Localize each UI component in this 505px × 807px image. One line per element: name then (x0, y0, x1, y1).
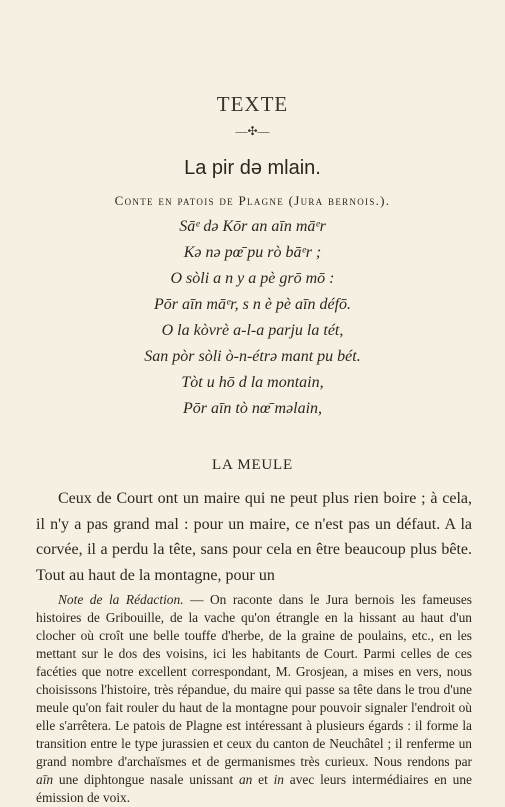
translation-paragraph: Ceux de Court ont un maire qui ne peut plus rien boire ; à cela, il n'y a pas grand mal : pour un maire, ce n'est pas un défaut. A la corvée, il a perdu la tête, sans pour cela en être beaucoup plus bête. Tout au haut de la montagne, pour un (36, 490, 472, 584)
poem-line: Tòt u hō d la montain, (181, 374, 324, 391)
poem-line: San pòr sòli ò-n-étrə mant pu bét. (144, 348, 361, 365)
poem-line: O sòli a n y a pè grō mō : (170, 270, 335, 287)
poem-title: La pir də mlain. (184, 157, 321, 179)
section-title: TEXTE (216, 92, 289, 116)
editorial-note (36, 591, 472, 807)
poem-line: Sāᵉ də Kōr an aīn māᵉr (179, 218, 326, 235)
note-term: an (238, 772, 253, 787)
translation-heading: LA MEULE (212, 457, 293, 473)
poem-line: Kə nə pœ̄ pu rò bāᵉr ; (183, 244, 322, 261)
note-term: aīn (36, 772, 54, 787)
poem-subtitle: Conte en patois de Plagne (Jura bernois.). (114, 193, 391, 208)
note-text: et (252, 772, 274, 787)
note-label: Note de la Rédaction. (58, 592, 184, 607)
note-text: une diphtongue nasale unissant (53, 772, 239, 787)
note-text: avec leurs intermédiaires en une émission de voix. (36, 772, 472, 805)
patois-poem (0, 214, 505, 422)
fleuron-ornament-icon: —✣— (235, 124, 270, 138)
poem-line: Pōr aīn māᵉr, s n è pè aīn défō. (153, 296, 352, 313)
note-text: — On raconte dans le Jura bernois les fameuses histoires de Gribouille, de la vache qu'on étrangle en la hissant au haut d'un clocher où croît une belle touffe d'herbe, de la graine de poulains, etc., en les mettant sur le dos des voisins, ici les habitants de Court. Parmi celles de ces facéties que notre excellent correspondant, M. Grosjean, a mises en vers, nous choisissons l'histoire, très répandue, du maire qui passe sa tête dans le trou d'une meule qu'on fait rouler du haut de la montagne pour pouvoir signaler l'endroit où elle s'arrêtera. Le patois de Plagne est intéressant à plusieurs égards : il forme la transition entre le type jurassien et ceux du canton de Neuchâtel ; il renferme un grand nombre d'archaïsmes et de germanismes très curieux. Nous rendons par (36, 592, 473, 769)
note-term: in (273, 772, 284, 787)
poem-line: Pōr aīn tò nœ̄ məlain, (182, 400, 323, 417)
poem-line: O la kòvrè a-l-a parju la tét, (161, 322, 344, 339)
